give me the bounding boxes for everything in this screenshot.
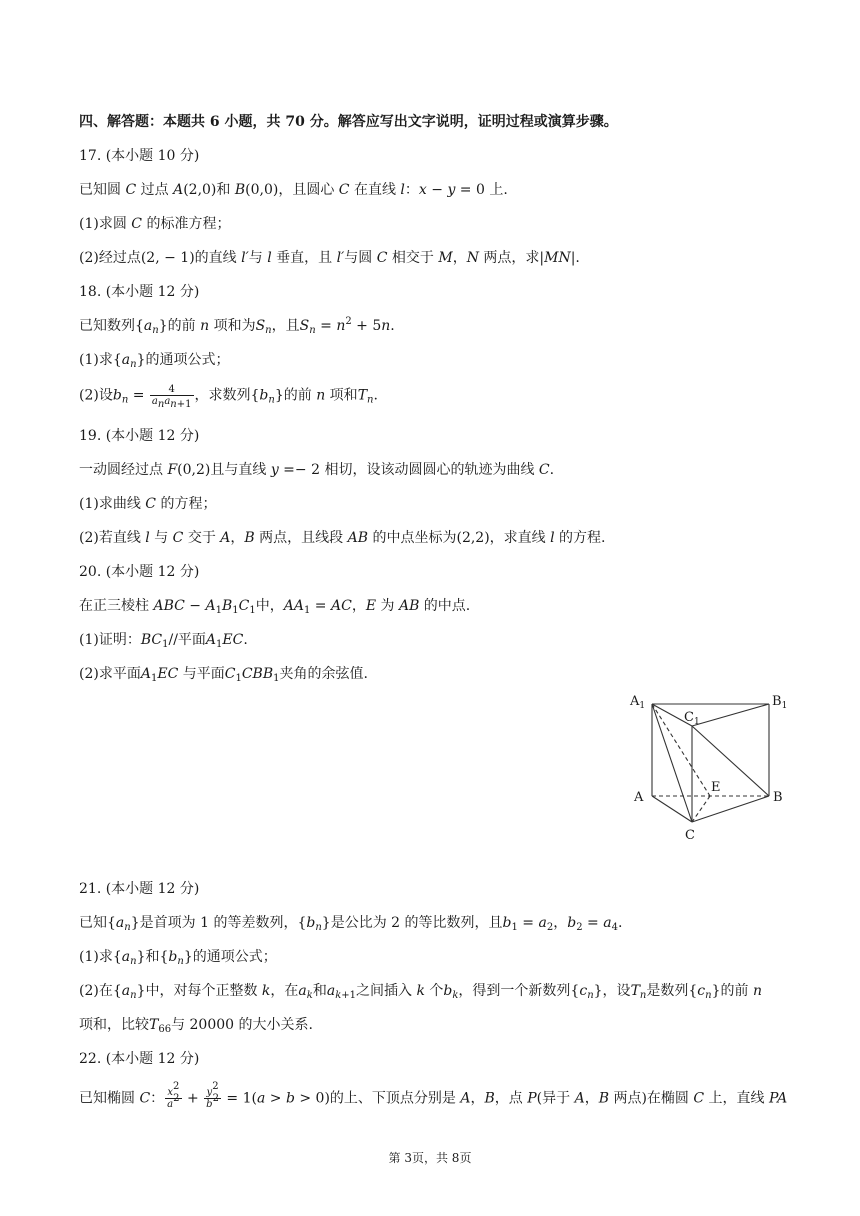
label-A: A: [634, 790, 644, 805]
problem-19-part-1: (1)求曲线 C 的方程；: [79, 496, 217, 512]
page-footer: 第 3页，共 8页: [388, 1151, 472, 1165]
label-B1: $B_1$: [772, 694, 788, 711]
problem-20-part-2: (2)求平面$A_1EC$ 与平面$C_1CBB_1$夹角的余弦值.: [79, 666, 368, 684]
problem-18-statement: 已知数列$\{a_n\}$的前 n 项和为$S_n$，且$S_n = n^2 + 5n$.: [79, 316, 395, 336]
problem-19-statement: 一动圆经过点 F(0,2)且与直线 y =− 2 相切，设该动圆圆心的轨迹为曲线 C.: [79, 462, 555, 478]
problem-20-part-1: (1)证明：$BC_1//$平面$A_1EC$.: [79, 632, 248, 650]
problem-19-part-2: (2)若直线 l 与 C 交于 A，B 两点，且线段 AB 的中点坐标为(2,2)，求直线 l 的方程.: [79, 530, 606, 546]
label-C1: $C_1$: [684, 710, 700, 727]
problem-21-part-2-line-2: 项和，比较$T_{66}$与 20000 的大小关系.: [79, 1017, 313, 1035]
prism-figure: [620, 688, 800, 848]
problem-21-statement: 已知$\{a_n\}$是首项为 1 的等差数列，$\{b_n\}$是公比为 2 的等比数列，且$b_1 = a_2$，$b_2 = a_4$.: [79, 915, 623, 933]
problem-18-part-1: (1)求$\{a_n\}$的通项公式；: [79, 352, 230, 370]
problem-19-header: 19. (本小题 12 分): [79, 428, 200, 444]
problem-22-header: 22. (本小题 12 分): [79, 1051, 200, 1067]
problem-18-header: 18. (本小题 12 分): [79, 284, 200, 300]
problem-21-part-1: (1)求$\{a_n\}$和$\{b_n\}$的通项公式；: [79, 949, 277, 967]
problem-17-statement: 已知圆 C 过点 A(2,0)和 B(0,0)，且圆心 C 在直线 l：x − y = 0 上.: [79, 182, 508, 198]
problem-21-header: 21. (本小题 12 分): [79, 881, 200, 897]
problem-20-header: 20. (本小题 12 分): [79, 564, 200, 580]
problem-17-part-1: (1)求圆 C 的标准方程；: [79, 216, 231, 232]
fraction: $\frac{y^2}{b^2}$: [206, 1081, 219, 1110]
label-A1: $A_1$: [630, 694, 646, 711]
fraction: $\frac{4}{a_na_{n+1}}$: [151, 384, 192, 410]
problem-20-statement: 在正三棱柱 ABC − $A_1B_1C_1$中，$AA_1$ = AC，E 为 AB 的中点.: [79, 598, 471, 616]
section-heading: 四、解答题：本题共 6 小题，共 70 分。解答应写出文字说明，证明过程或演算步骤。: [79, 114, 618, 130]
problem-17-part-2: (2)经过点(2, − 1)的直线 l′与 l 垂直，且 l′与圆 C 相交于 M，N 两点，求|MN|.: [79, 250, 580, 266]
problem-22-statement: 已知椭圆 C： $\frac{x^2}{a^2}$ + $\frac{y^2}{b^2}$ = 1(a > b > 0)的上、下顶点分别是 A，B，点 P(异于 A，B 两点)在椭圆 C 上，直线 PA: [79, 1081, 788, 1110]
fraction: $\frac{x^2}{a^2}$: [167, 1081, 180, 1110]
problem-21-part-2-line-1: (2)在$\{a_n\}$中，对每个正整数 k，在$a_k$和$a_{k+1}$之间插入 k 个$b_k$，得到一个新数列$\{c_n\}$，设$T_n$是数列$\{c_n\}$的前 n: [79, 983, 762, 1001]
label-E: E: [711, 780, 721, 795]
label-C: C: [685, 828, 695, 843]
problem-18-part-2: (2)设$b_n$ = $\frac{4}{a_na_{n+1}}$ ，求数列$\{b_n\}$的前 n 项和$T_n$.: [79, 384, 378, 410]
problem-17-header: 17. (本小题 10 分): [79, 148, 200, 164]
label-B: B: [773, 790, 783, 805]
